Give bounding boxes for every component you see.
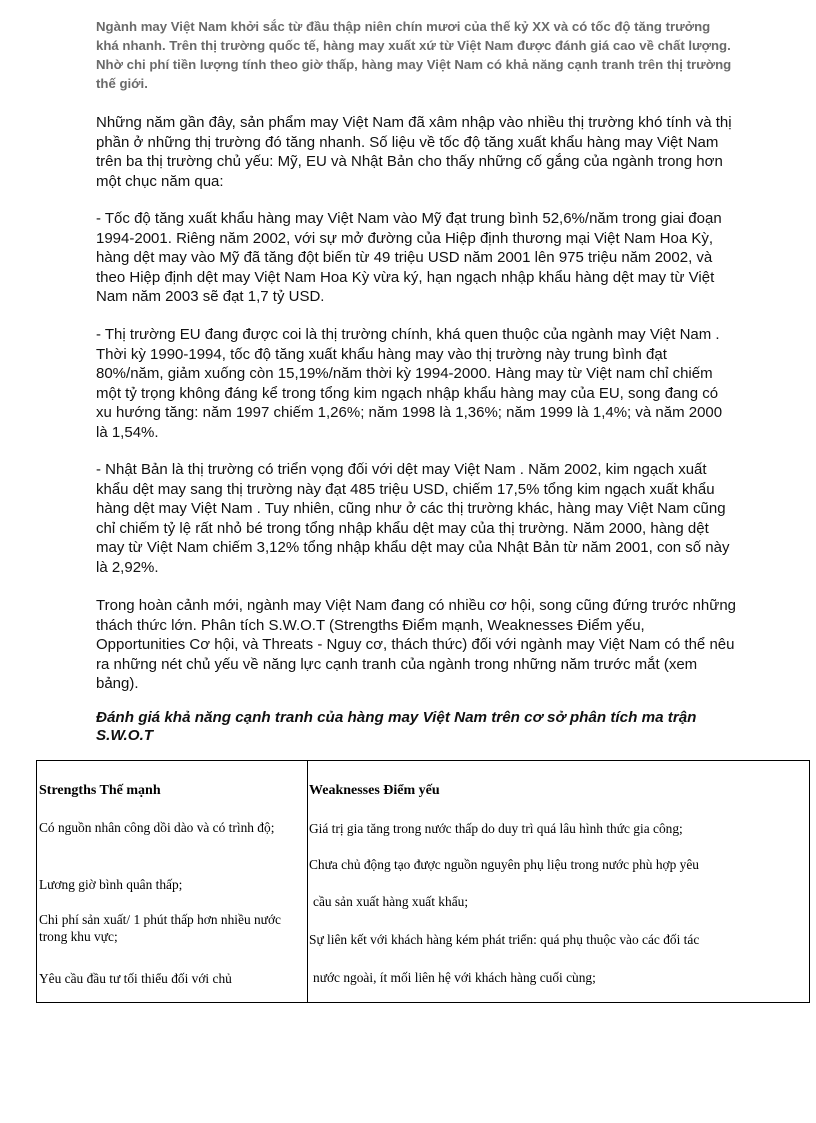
- strength-item: Lương giờ bình quân thấp;: [39, 877, 183, 892]
- paragraph-swot-intro: Trong hoàn cảnh mới, ngành may Việt Nam đang có nhiều cơ hội, song cũng đứng trước những thách thức lớn. Phân tích S.W.O.T (Strengths Điểm mạnh, Weaknesses Điểm yếu, Opportunities Cơ hội, và Threats - Nguy cơ, thách thức) đối với ngành may Việt Nam có thể nêu ra những nét chủ yếu về năng lực cạnh tranh của ngành trong những năm trước mắt (xem bảng).: [96, 597, 737, 693]
- column-divider: [307, 761, 308, 1002]
- paragraph-overview: Những năm gần đây, sản phẩm may Việt Nam đã xâm nhập vào nhiều thị trường khó tính và thị phần ở những thị trường đó tăng nhanh. Số liệu về tốc độ tăng xuất khẩu hàng may Việt Nam trên ba thị trường chủ yếu: Mỹ, EU và Nhật Bản cho thấy những cố gắng của ngành trong hơn một chục năm qua:: [96, 114, 732, 190]
- weakness-item: nước ngoài, ít mối liên hệ với khách hàng cuối cùng;: [313, 970, 596, 985]
- strength-item: Yêu cầu đầu tư tối thiểu đối với chủ: [39, 971, 232, 986]
- weakness-item: Giá trị gia tăng trong nước thấp do duy trì quá lâu hình thức gia công;: [309, 821, 683, 836]
- weakness-item: Sự liên kết với khách hàng kém phát triển: quá phụ thuộc vào các đối tác: [309, 932, 700, 947]
- strength-item: Có nguồn nhân công dồi dào và có trình độ;: [39, 820, 275, 835]
- swot-table: [36, 760, 810, 1003]
- weakness-item: cầu sản xuất hàng xuất khẩu;: [313, 894, 469, 909]
- weakness-item: Chưa chủ động tạo được nguồn nguyên phụ liệu trong nước phù hợp yêu: [309, 857, 699, 872]
- paragraph-japan-market: - Nhật Bản là thị trường có triển vọng đối với dệt may Việt Nam . Năm 2002, kim ngạch xuất khẩu dệt may sang thị trường này đạt 485 triệu USD, chiếm 17,5% tổng kim ngạch xuất khẩu hàng dệt may Việt Nam . Tuy nhiên, cũng như ở các thị trường khác, hàng may Việt Nam cũng chỉ chiếm tỷ lệ rất nhỏ bé trong tổng nhập khẩu dệt may của thị trường. Năm 2000, hàng dệt may từ Việt Nam chiếm 3,12% tổng nhập khẩu dệt may của Nhật Bản từ năm 2001, con số này là 2,92%.: [96, 461, 730, 576]
- paragraph-eu-market: - Thị trường EU đang được coi là thị trường chính, khá quen thuộc của ngành may Việt Nam . Thời kỳ 1990-1994, tốc độ tăng xuất khẩu hàng may vào thị trường này trung bình đạt 80%/năm, giảm xuống còn 15,19%/năm thời kỳ 1994-2000. Hàng may từ Việt nam chỉ chiếm một tỷ trọng không đáng kể trong tổng kim ngạch nhập khẩu hàng may của EU, song đang có xu hướng tăng: năm 1997 chiếm 1,26%; năm 1998 là 1,36%; năm 1999 là 1,4%; và năm 2000 là 1,54%.: [96, 326, 723, 441]
- intro-paragraph: Ngành may Việt Nam khởi sắc từ đầu thập niên chín mươi của thế kỷ XX và có tốc độ tăng trưởng khá nhanh. Trên thị trường quốc tế, hàng may xuất xứ từ Việt Nam được đánh giá cao về chất lượng. Nhờ chi phí tiền lượng tính theo giờ thấp, hàng may Việt Nam có khả năng cạnh tranh trên thị trường thế giới.: [96, 19, 732, 91]
- strength-item: Chi phí sản xuất/ 1 phút thấp hơn nhiều nước trong khu vực;: [39, 912, 281, 944]
- paragraph-us-market: - Tốc độ tăng xuất khẩu hàng may Việt Nam vào Mỹ đạt trung bình 52,6%/năm trong giai đoạn 1994-2001. Riêng năm 2002, với sự mở đường của Hiệp định thương mại Việt Nam Hoa Kỳ, hàng dệt may vào Mỹ đã tăng đột biến từ 49 triệu USD năm 2001 lên 975 triệu năm 2002, và theo Hiệp định dệt may Việt Nam Hoa Kỳ vừa ký, hạn ngạch nhập khẩu hàng dệt may từ Việt Nam năm 2003 sẽ đạt 1,7 tỷ USD.: [96, 210, 722, 306]
- strengths-heading: Strengths Thế mạnh: [39, 783, 161, 798]
- weaknesses-heading: Weaknesses Điểm yếu: [309, 783, 440, 798]
- table-title: Đánh giá khả năng cạnh tranh của hàng may Việt Nam trên cơ sở phân tích ma trận S.W.O.T: [96, 709, 697, 744]
